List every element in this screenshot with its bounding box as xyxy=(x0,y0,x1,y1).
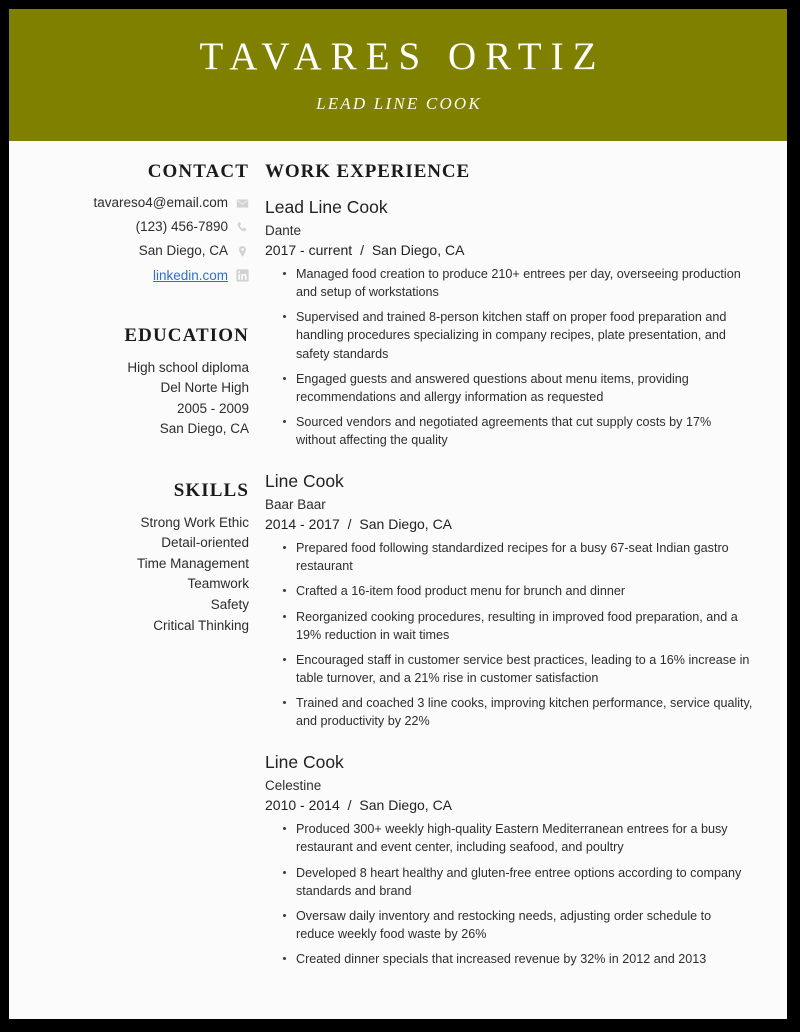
meta-separator: / xyxy=(360,242,364,258)
experience-meta xyxy=(265,516,753,532)
experience-location: San Diego, CA xyxy=(359,516,453,533)
education-heading: EDUCATION xyxy=(124,324,249,346)
education-line: San Diego, CA xyxy=(159,421,249,437)
work-experience-heading: WORK EXPERIENCE xyxy=(265,161,471,182)
skill-item: Teamwork xyxy=(187,576,249,592)
work-experience-section xyxy=(265,161,787,990)
meta-separator: / xyxy=(347,797,352,814)
experience-dates: 2010 - 2014 xyxy=(265,797,340,814)
map-pin-icon xyxy=(236,245,249,258)
education-line: 2005 - 2009 xyxy=(176,400,249,416)
experience-location: San Diego, CA xyxy=(359,797,453,814)
sidebar xyxy=(9,161,265,990)
experience-meta xyxy=(265,797,753,813)
experience-location: San Diego, CA xyxy=(371,242,465,258)
experience-dates: 2014 - 2017 xyxy=(265,516,340,533)
page-title: TAVARES ORTIZ xyxy=(199,35,606,78)
email-value: tavareso4@email.com xyxy=(93,195,228,210)
bullet-item: Trained and coached 3 line cooks, improving kitchen performance, service quality, and productivity by 22% xyxy=(296,694,753,730)
skill-item: Strong Work Ethic xyxy=(140,514,249,530)
bullet-item: Managed food creation to produce 210+ entrees per day, overseeing production and setup of workstations xyxy=(296,265,753,301)
location-value: San Diego, CA xyxy=(138,243,228,259)
contact-item-phone xyxy=(9,218,249,236)
education-list xyxy=(9,358,249,440)
skill-item: Critical Thinking xyxy=(153,617,249,633)
bullet-item: Oversaw daily inventory and restocking needs, adjusting order schedule to reduce weekly food waste by 26% xyxy=(296,907,753,943)
bullet-item: Reorganized cooking procedures, resulting in improved food preparation, and a 19% reduction in wait times xyxy=(296,608,753,644)
experience-company: Baar Baar xyxy=(265,497,326,513)
experience-entry xyxy=(265,752,753,968)
experience-company: Dante xyxy=(265,223,302,238)
experience-meta xyxy=(265,242,753,258)
contact-item-email xyxy=(9,194,249,212)
experience-entry xyxy=(265,471,753,730)
skills-list xyxy=(9,513,249,636)
contact-list xyxy=(9,194,249,285)
bullet-item: Sourced vendors and negotiated agreements that cut supply costs by 17% without affecting the quality xyxy=(296,413,753,449)
contact-item-linkedin[interactable] xyxy=(9,267,249,285)
resume-header xyxy=(9,9,787,141)
experience-entry xyxy=(265,197,753,449)
bullet-item: Produced 300+ weekly high-quality Eastern Mediterranean entrees for a busy restaurant and event center, including seafood, and poultry xyxy=(296,820,753,856)
experience-title: Line Cook xyxy=(265,752,344,773)
linkedin-link[interactable]: linkedin.com xyxy=(152,267,228,283)
phone-icon xyxy=(236,221,249,234)
contact-section xyxy=(9,161,249,285)
resume-body xyxy=(9,141,787,990)
skills-section xyxy=(9,480,249,636)
experience-bullets xyxy=(265,820,753,968)
bullet-item: Encouraged staff in customer service best practices, leading to a 16% increase in table turnover, and a 21% rise in customer satisfaction xyxy=(296,651,753,687)
contact-item-location xyxy=(9,242,249,260)
phone-value: (123) 456-7890 xyxy=(135,219,228,235)
bullet-item: Prepared food following standardized recipes for a busy 67-seat Indian gastro restaurant xyxy=(296,539,753,575)
skills-heading: SKILLS xyxy=(173,479,249,501)
experience-company: Celestine xyxy=(265,778,322,794)
education-line: Del Norte High xyxy=(160,380,249,396)
skill-item: Time Management xyxy=(136,555,249,571)
linkedin-icon[interactable] xyxy=(236,269,249,282)
experience-title: Line Cook xyxy=(265,471,344,492)
meta-separator: / xyxy=(347,516,352,533)
header-subtitle: LEAD LINE COOK xyxy=(316,94,482,113)
experience-title: Lead Line Cook xyxy=(265,197,388,217)
experience-bullets xyxy=(265,539,753,730)
skill-item: Safety xyxy=(210,597,249,612)
contact-heading: CONTACT xyxy=(147,161,249,182)
education-section xyxy=(9,325,249,440)
envelope-icon xyxy=(236,197,249,210)
resume-page xyxy=(9,9,787,1019)
experience-dates: 2017 - current xyxy=(265,242,353,258)
bullet-item: Developed 8 heart healthy and gluten-free entree options according to company standards and brand xyxy=(296,864,753,900)
skill-item: Detail-oriented xyxy=(161,535,249,551)
education-line: High school diploma xyxy=(127,359,249,375)
experience-bullets xyxy=(265,265,753,449)
bullet-item: Engaged guests and answered questions about menu items, providing recommendations and allergy information as requested xyxy=(296,370,753,406)
bullet-item: Supervised and trained 8-person kitchen staff on proper food preparation and handling procedures specializing in company recipes, plate presentation, and safety standards xyxy=(296,308,753,362)
bullet-item: Crafted a 16-item food product menu for brunch and dinner xyxy=(296,582,753,600)
bullet-item: Created dinner specials that increased revenue by 32% in 2012 and 2013 xyxy=(296,950,753,968)
